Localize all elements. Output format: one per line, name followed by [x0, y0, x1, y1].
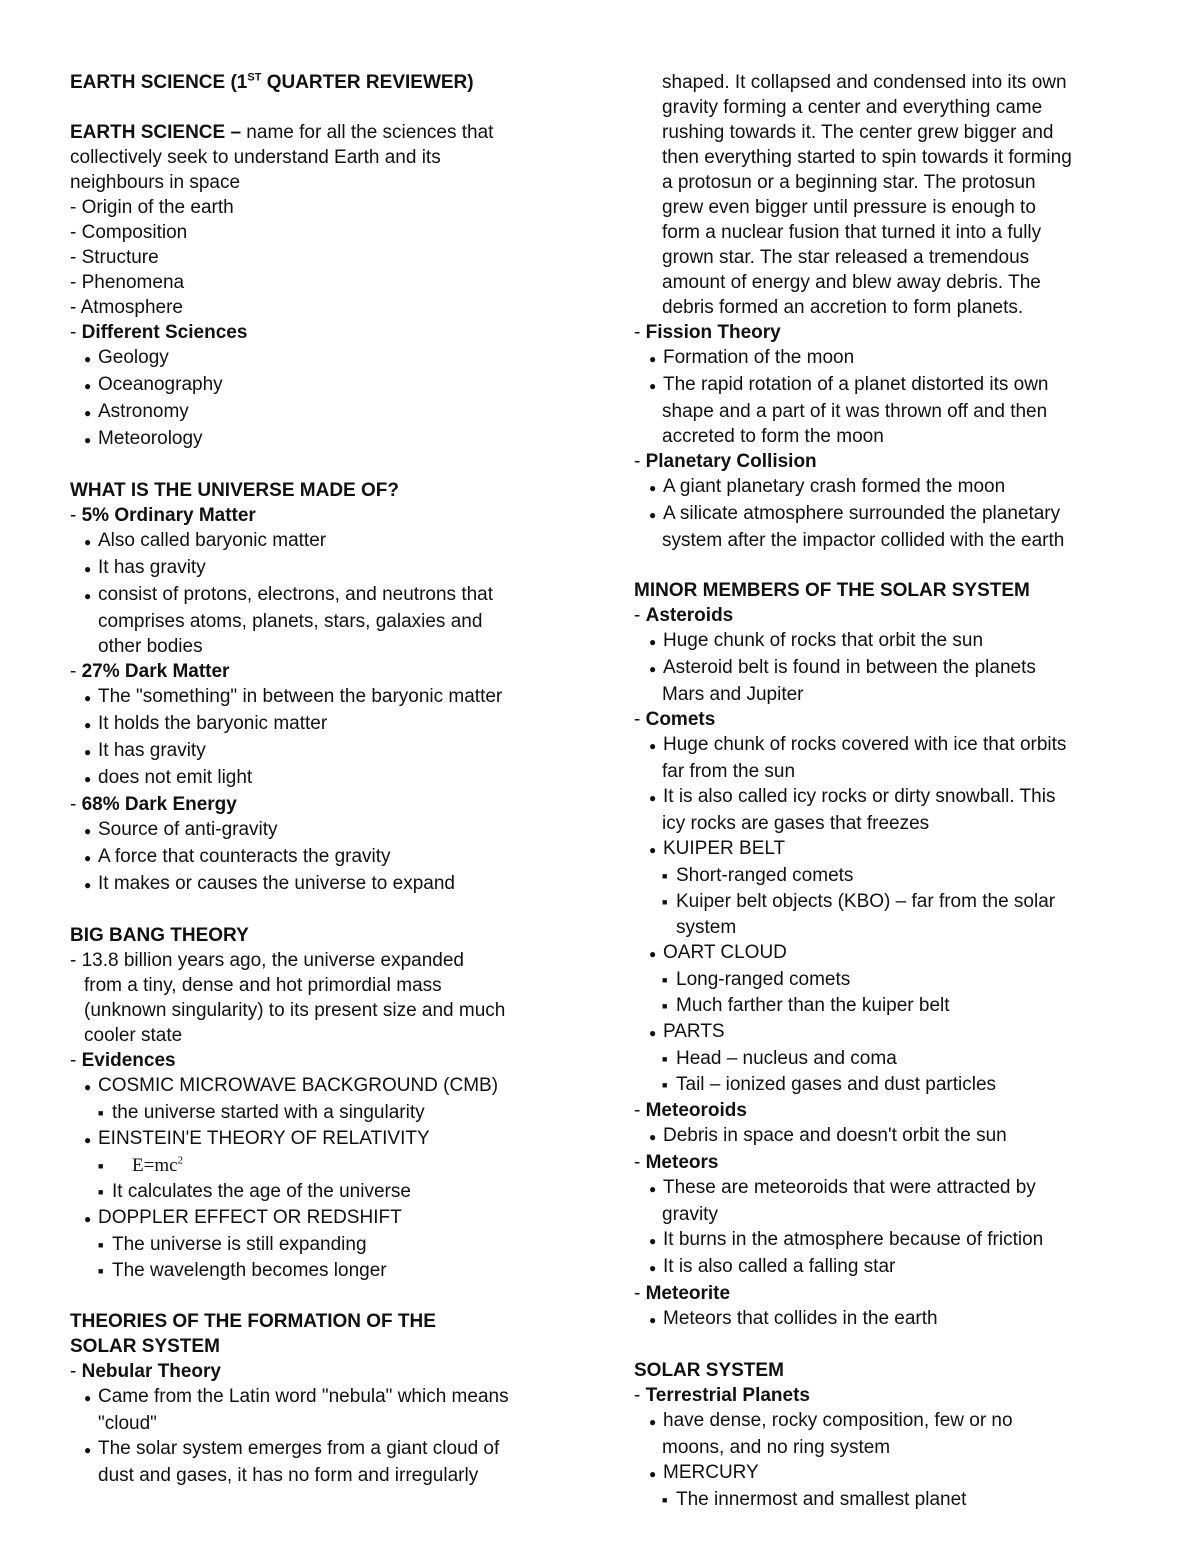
bullet-icon: ● [84, 406, 92, 420]
subheading: - Meteorite [634, 1283, 731, 1304]
square-bullet-icon: ■ [662, 871, 668, 881]
list-item: - Composition [70, 222, 188, 243]
list-item: ■ Much farther than the kuiper belt [634, 993, 1144, 1019]
list-item: ■ Head – nucleus and coma [634, 1046, 1144, 1072]
list-item: ■ the universe started with a singularity [70, 1100, 580, 1126]
list-item: ● A giant planetary crash formed the moon [634, 474, 1144, 501]
bullet-icon: ● [84, 824, 92, 838]
list-item: ● KUIPER BELT [634, 836, 1144, 863]
bullet-icon: ● [84, 691, 92, 705]
list-item-cont: other bodies [98, 636, 203, 657]
list-item: ● It holds the baryonic matter [70, 711, 580, 738]
bullet-icon: ● [84, 878, 92, 892]
bullet-icon: ● [649, 1415, 657, 1429]
square-bullet-icon: ■ [662, 1054, 668, 1064]
bullet-icon: ● [84, 433, 92, 447]
bullet-icon: ● [84, 745, 92, 759]
list-item: ● Meteors that collides in the earth [634, 1306, 1144, 1333]
list-item: ● PARTS [634, 1019, 1144, 1046]
earth-science-definition: EARTH SCIENCE – name for all the sciences that [70, 122, 494, 143]
square-bullet-icon: ■ [662, 1495, 668, 1505]
paragraph-line: rushing towards it. The center grew bigger and [662, 122, 1054, 143]
subheading: - 5% Ordinary Matter [70, 505, 256, 526]
bullet-icon: ● [84, 1133, 92, 1147]
list-item: ● DOPPLER EFFECT OR REDSHIFT [70, 1205, 580, 1232]
subheading: - Comets [634, 709, 716, 730]
list-item-cont: accreted to form the moon [662, 426, 884, 447]
section-heading: SOLAR SYSTEM [634, 1360, 784, 1381]
list-item: ■ Tail – ionized gases and dust particles [634, 1072, 1144, 1098]
section-heading: THEORIES OF THE FORMATION OF THE [70, 1311, 436, 1332]
list-item: ■ The universe is still expanding [70, 1232, 580, 1258]
paragraph-line: amount of energy and blew away debris. The [662, 272, 1041, 293]
list-item: ● Geology [70, 345, 580, 372]
bullet-icon: ● [84, 1080, 92, 1094]
bullet-icon: ● [649, 1026, 657, 1040]
bullet-icon: ● [649, 635, 657, 649]
bullet-icon: ● [84, 851, 92, 865]
paragraph-line: then everything started to spin towards it forming [662, 147, 1072, 168]
list-item: ■ The innermost and smallest planet [634, 1487, 1144, 1513]
list-item-cont: dust and gases, it has no form and irregularly [98, 1465, 479, 1486]
subheading: - Fission Theory [634, 322, 781, 343]
bullet-icon: ● [649, 739, 657, 753]
list-item: ● Debris in space and doesn't orbit the sun [634, 1123, 1144, 1150]
bullet-icon: ● [84, 589, 92, 603]
square-bullet-icon: ■ [98, 1161, 104, 1171]
subheading: - Terrestrial Planets [634, 1385, 811, 1406]
list-item: ● Oceanography [70, 372, 580, 399]
list-item: ● Asteroid belt is found in between the planets [634, 655, 1144, 682]
bullet-icon: ● [84, 535, 92, 549]
list-item: ■ The wavelength becomes longer [70, 1258, 580, 1284]
formula-item: ■ $E=mc^2$ [70, 1153, 580, 1179]
list-item: ● COSMIC MICROWAVE BACKGROUND (CMB) [70, 1073, 580, 1100]
subheading: - 68% Dark Energy [70, 794, 237, 815]
list-item-cont: far from the sun [662, 761, 796, 782]
list-item: ● It has gravity [70, 555, 580, 582]
list-item: ● These are meteoroids that were attracted by [634, 1175, 1144, 1202]
list-item: ● It burns in the atmosphere because of friction [634, 1227, 1144, 1254]
list-item: - Origin of the earth [70, 197, 234, 218]
list-item: ● Meteorology [70, 426, 580, 453]
bullet-icon: ● [84, 562, 92, 576]
subheading: - Planetary Collision [634, 451, 817, 472]
subheading: - Asteroids [634, 605, 734, 626]
list-item: ● MERCURY [634, 1460, 1144, 1487]
bullet-icon: ● [649, 1182, 657, 1196]
bullet-icon: ● [649, 662, 657, 676]
list-item-cont: gravity [662, 1204, 718, 1225]
list-item: ● The rapid rotation of a planet distorted its own [634, 372, 1144, 399]
list-item-cont: shape and a part of it was thrown off and then [662, 401, 1048, 422]
list-item: ● Huge chunk of rocks covered with ice that orbits [634, 732, 1144, 759]
list-item: - Structure [70, 247, 159, 268]
list-item-cont: from a tiny, dense and hot primordial mass [84, 975, 442, 996]
definition-line: collectively seek to understand Earth and its [70, 147, 441, 168]
list-item-cont: comprises atoms, planets, stars, galaxies and [98, 611, 483, 632]
square-bullet-icon: ■ [662, 1080, 668, 1090]
list-item: ● have dense, rocky composition, few or no [634, 1408, 1144, 1435]
bullet-icon: ● [84, 379, 92, 393]
bullet-icon: ● [84, 718, 92, 732]
list-item: - 13.8 billion years ago, the universe expanded [70, 950, 464, 971]
subheading: - 27% Dark Matter [70, 661, 230, 682]
bullet-icon: ● [84, 1391, 92, 1405]
bullet-icon: ● [649, 1130, 657, 1144]
paragraph-line: grew even bigger until pressure is enough to [662, 197, 1036, 218]
paragraph-line: form a nuclear fusion that turned it into a fully [662, 222, 1042, 243]
list-item: ● consist of protons, electrons, and neutrons that [70, 582, 580, 609]
square-bullet-icon: ■ [662, 975, 668, 985]
left-column [70, 70, 580, 1488]
list-item: ● OART CLOUD [634, 940, 1144, 967]
list-item: ● Huge chunk of rocks that orbit the sun [634, 628, 1144, 655]
list-item-cont: "cloud" [98, 1413, 157, 1434]
subheading: - Different Sciences [70, 322, 248, 343]
list-item: ● It has gravity [70, 738, 580, 765]
bullet-icon: ● [649, 947, 657, 961]
section-heading: BIG BANG THEORY [70, 925, 249, 946]
list-item: ● It is also called icy rocks or dirty snowball. This [634, 784, 1144, 811]
list-item-cont: moons, and no ring system [662, 1437, 891, 1458]
bullet-icon: ● [84, 352, 92, 366]
list-item: - Phenomena [70, 272, 185, 293]
list-item: ■ Kuiper belt objects (KBO) – far from the solar [634, 889, 1144, 915]
paragraph-line: shaped. It collapsed and condensed into its own [662, 72, 1067, 93]
list-item-cont: system [676, 917, 737, 938]
list-item: ● Also called baryonic matter [70, 528, 580, 555]
list-item-cont: (unknown singularity) to its present size and much [84, 1000, 506, 1021]
bullet-icon: ● [649, 508, 657, 522]
list-item: ■ It calculates the age of the universe [70, 1179, 580, 1205]
square-bullet-icon: ■ [98, 1187, 104, 1197]
list-item: ● A force that counteracts the gravity [70, 844, 580, 871]
list-item-cont: cooler state [84, 1025, 183, 1046]
bullet-icon: ● [649, 1234, 657, 1248]
section-heading: MINOR MEMBERS OF THE SOLAR SYSTEM [634, 580, 1030, 601]
list-item-cont: icy rocks are gases that freezes [662, 813, 930, 834]
bullet-icon: ● [649, 481, 657, 495]
list-item: ● It is also called a falling star [634, 1254, 1144, 1281]
list-item: - Atmosphere [70, 297, 184, 318]
square-bullet-icon: ■ [662, 1001, 668, 1011]
right-column [634, 70, 1144, 1513]
list-item: ● The solar system emerges from a giant cloud of [70, 1436, 580, 1463]
list-item: ● does not emit light [70, 765, 580, 792]
square-bullet-icon: ■ [98, 1240, 104, 1250]
bullet-icon: ● [649, 791, 657, 805]
list-item-cont: system after the impactor collided with the earth [662, 530, 1065, 551]
list-item: ● A silicate atmosphere surrounded the planetary [634, 501, 1144, 528]
section-heading: WHAT IS THE UNIVERSE MADE OF? [70, 480, 399, 501]
list-item: ● Astronomy [70, 399, 580, 426]
definition-line: neighbours in space [70, 172, 241, 193]
list-item: ■ Long-ranged comets [634, 967, 1144, 993]
bullet-icon: ● [649, 843, 657, 857]
list-item: ● Formation of the moon [634, 345, 1144, 372]
subheading: - Nebular Theory [70, 1361, 221, 1382]
list-item: ● It makes or causes the universe to expand [70, 871, 580, 898]
bullet-icon: ● [649, 1313, 657, 1327]
bullet-icon: ● [84, 772, 92, 786]
bullet-icon: ● [649, 352, 657, 366]
bullet-icon: ● [84, 1443, 92, 1457]
list-item-cont: Mars and Jupiter [662, 684, 804, 705]
document-title: EARTH SCIENCE (1ST QUARTER REVIEWER) [70, 71, 474, 93]
bullet-icon: ● [649, 379, 657, 393]
square-bullet-icon: ■ [98, 1266, 104, 1276]
paragraph-line: debris formed an accretion to form planets. [662, 297, 1024, 318]
subheading: - Evidences [70, 1050, 176, 1071]
bullet-icon: ● [84, 1212, 92, 1226]
paragraph-line: gravity forming a center and everything came [662, 97, 1043, 118]
bullet-icon: ● [649, 1467, 657, 1481]
square-bullet-icon: ■ [662, 897, 668, 907]
bullet-icon: ● [649, 1261, 657, 1275]
list-item: ● The "something" in between the baryonic matter [70, 684, 580, 711]
paragraph-line: a protosun or a beginning star. The protosun [662, 172, 1036, 193]
list-item: ● EINSTEIN'E THEORY OF RELATIVITY [70, 1126, 580, 1153]
subheading: - Meteors [634, 1152, 719, 1173]
list-item: ● Source of anti-gravity [70, 817, 580, 844]
section-heading: SOLAR SYSTEM [70, 1336, 220, 1357]
list-item: ■ Short-ranged comets [634, 863, 1144, 889]
square-bullet-icon: ■ [98, 1108, 104, 1118]
subheading: - Meteoroids [634, 1100, 747, 1121]
list-item: ● Came from the Latin word "nebula" which means [70, 1384, 580, 1411]
paragraph-line: grown star. The star released a tremendous [662, 247, 1030, 268]
